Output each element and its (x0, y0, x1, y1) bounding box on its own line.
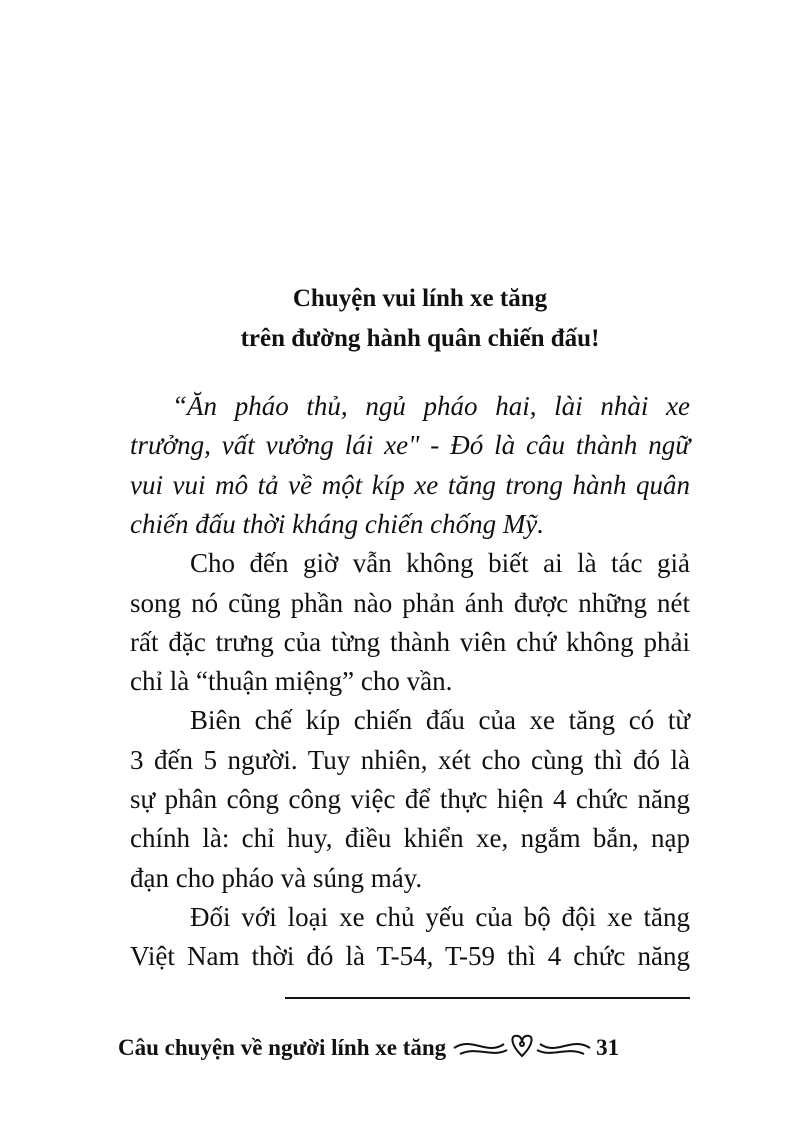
decorative-flourish-icon (452, 1030, 592, 1066)
text-line: Biên chế kíp chiến đấu của xe tăng có từ (190, 705, 690, 736)
text-line: 3 đến 5 người. Tuy nhiên, xét cho cùng thì đó là (130, 744, 690, 775)
text-line: Đối với loại xe chủ yếu của bộ đội xe tăng (190, 901, 690, 932)
footer-rule (285, 997, 690, 999)
text-line: rất đặc trưng của từng thành viên chứ không phải (130, 626, 690, 657)
text-line: Việt Nam thời đó là T-54, T-59 thì 4 chức năng (130, 941, 690, 972)
page-footer (118, 1030, 619, 1066)
text-line: trưởng, vất vưởng lái xe" - Đó là câu thành ngữ (130, 430, 690, 461)
text-line: chiến đấu thời kháng chiến chống Mỹ. (130, 508, 545, 539)
text-line: sự phân công công việc để thực hiện 4 chức năng (130, 784, 690, 814)
chapter-title-line-1: Chuyện vui lính xe tăng (292, 285, 548, 312)
text-line: “Ăn pháo thủ, ngủ pháo hai, lài nhài xe (172, 391, 690, 421)
text-line: chỉ là “thuận miệng” cho vần. (130, 666, 453, 697)
text-line: Cho đến giờ vẫn không biết ai là tác giả (190, 548, 690, 579)
running-title: Câu chuyện về người lính xe tăng (118, 1035, 447, 1060)
text-line: chính là: chỉ huy, điều khiển xe, ngắm bắn, nạp (130, 823, 690, 854)
text-line: song nó cũng phần nào phản ánh được những nét (130, 587, 690, 618)
text-line: đạn cho pháo và súng máy. (130, 862, 423, 893)
text-line: vui vui mô tả về một kíp xe tăng trong hành quân (130, 469, 690, 500)
page-number: 31 (596, 1035, 620, 1060)
chapter-title-line-2: trên đường hành quân chiến đấu! (240, 325, 600, 352)
